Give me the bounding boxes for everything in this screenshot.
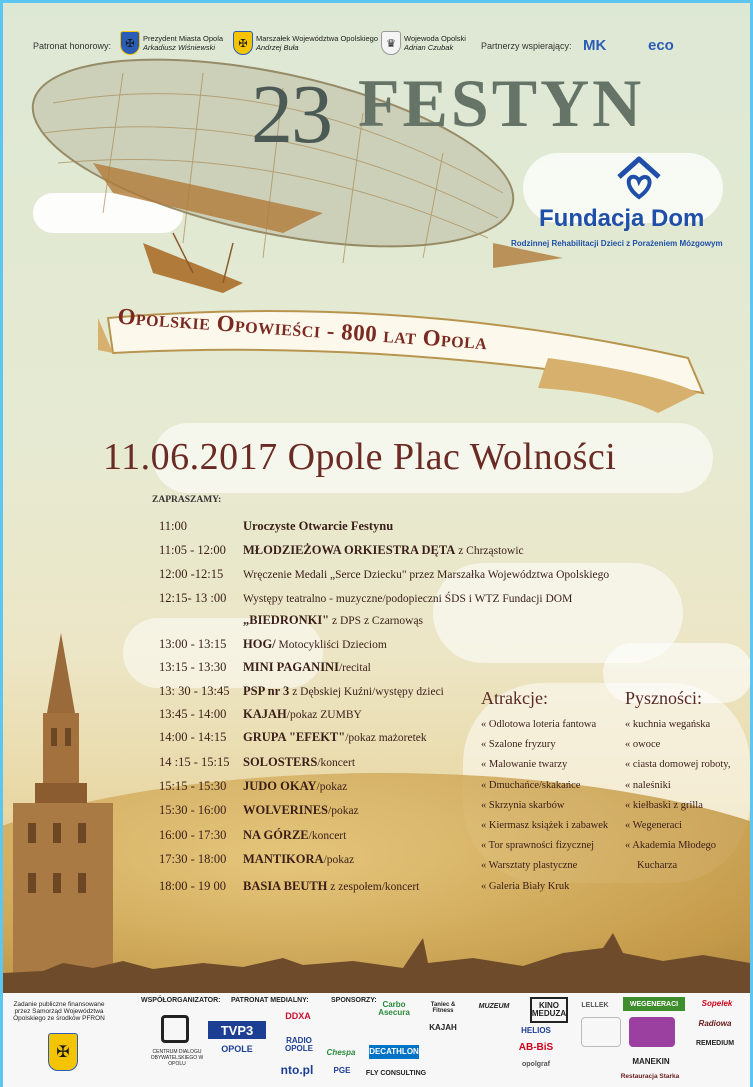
- schedule-detail: z zespołem/koncert: [327, 881, 420, 893]
- opole-coat-of-arms-icon: ✠: [120, 31, 140, 55]
- sponsor-logo: MUZEUM: [478, 1002, 510, 1010]
- sponsor-logo: Chespa: [326, 1048, 356, 1057]
- sponsor-logo: PGE: [333, 1066, 351, 1075]
- list-item: « kiełbaski z grilla: [625, 799, 703, 811]
- media-logo-tvp3: TVP3: [208, 1021, 266, 1039]
- sponsor-logo: Sopelek: [701, 999, 733, 1008]
- sponsor-logo: AB-BiS: [518, 1042, 554, 1053]
- schedule-row: [159, 852, 354, 867]
- sponsor-logo: Carbo Asecura: [378, 1000, 410, 1017]
- patron-title: Wojewoda Opolski: [404, 34, 466, 43]
- list-item: « kuchnia wegańska: [625, 719, 711, 730]
- schedule-detail: /recital: [338, 662, 371, 674]
- foundation-subtitle: Rodzinnej Rehabilitacji Dzieci z Porażeniem Mózgowym: [511, 239, 723, 248]
- schedule-time: 11:00: [159, 519, 188, 533]
- schedule-row: [159, 684, 444, 699]
- schedule-detail: z DPS z Czarnowąs: [329, 615, 424, 627]
- patronage-bar: [3, 31, 750, 61]
- schedule-performer: SOLOSTERS: [243, 755, 318, 769]
- sponsor-logo: FLY CONSULTING: [365, 1069, 427, 1077]
- schedule-performer: MANTIKORA: [243, 852, 324, 866]
- delicacies-list: [625, 719, 730, 881]
- media-logo-opole: OPOLE: [221, 1043, 253, 1054]
- list-item: « Wegeneraci: [625, 819, 682, 831]
- schedule-performer: KAJAH: [243, 707, 287, 721]
- schedule-time: 15:15 - 15:30: [159, 779, 227, 793]
- schedule-performer: WOLVERINES: [243, 803, 328, 817]
- patron-name: Andrzej Buła: [256, 43, 299, 52]
- schedule-time: 16:00 - 17:30: [159, 828, 227, 842]
- schedule-detail: /koncert: [317, 757, 356, 769]
- list-item: « Odlotowa loteria fantowa: [481, 719, 597, 730]
- patronage-label: Patronat honorowy:: [33, 41, 112, 51]
- eagle-emblem-icon: ♛: [381, 31, 401, 55]
- schedule-detail: Wręczenie Medali „Serce Dziecku" przez Marszałka Województwa Opolskiego: [243, 569, 610, 581]
- media-logo-nto: nto.pl: [280, 1063, 314, 1077]
- sponsor-strip: [3, 993, 750, 1087]
- schedule-performer: NA GÓRZE: [243, 828, 309, 842]
- schedule-time: 12:00 -12:15: [159, 567, 224, 581]
- speech-bubble-icon: [161, 1015, 189, 1043]
- coorganizer-name: CENTRUM DIALOGU OBYWATELSKIEGO W OPOLU: [150, 1049, 204, 1067]
- patron-mayor: [120, 31, 223, 55]
- schedule-detail: Motocykliści Dzieciom: [275, 639, 387, 651]
- attractions-list: [481, 719, 608, 901]
- list-item: « Skrzynia skarbów: [481, 799, 565, 811]
- schedule-performer: „BIEDRONKI": [243, 613, 330, 627]
- list-item: « naleśniki: [625, 779, 671, 791]
- list-item: « ciasta domowej roboty,: [625, 759, 731, 771]
- schedule-row: [159, 543, 524, 558]
- sponsor-logo: KAJAH: [429, 1023, 457, 1032]
- schedule-time: 13: 30 - 13:45: [159, 684, 230, 698]
- partner-logo-mk: MK: [583, 37, 607, 54]
- coorganizer-label: WSPÓŁORGANIZATOR:: [141, 997, 221, 1004]
- list-item: « Warsztaty plastyczne: [481, 860, 578, 872]
- sponsor-logo: WEGENERACI: [623, 997, 685, 1011]
- schedule-row: [159, 803, 359, 818]
- schedule-detail: z Chrząstowic: [455, 545, 524, 557]
- schedule-row: [159, 591, 572, 606]
- media-logo-ddxa: DDXA: [285, 1010, 311, 1021]
- schedule-row: [159, 519, 393, 534]
- sponsor-logo: Restauracja Starka: [620, 1072, 680, 1080]
- sponsor-logo: REMEDIUM: [695, 1039, 735, 1047]
- schedule-detail: /pokaz mażoretek: [345, 732, 427, 744]
- schedule-detail: Występy teatralno - muzyczne/podopieczni ŚDS i WTZ Fundacji DOM: [243, 593, 573, 605]
- list-item: « Akademia Młodego: [625, 840, 716, 852]
- event-date-place: 11.06.2017 Opole Plac Wolności: [103, 436, 617, 478]
- sponsor-logo: MANEKIN: [632, 1057, 670, 1066]
- sponsor-logo: HELIOS: [521, 1026, 551, 1035]
- schedule-row: [159, 707, 362, 722]
- schedule-detail: /pokaz: [328, 805, 359, 817]
- partners-label: Partnerzy wspierający:: [481, 41, 572, 51]
- patron-name: Arkadiusz Wiśniewski: [143, 43, 216, 52]
- schedule-performer: JUDO OKAY: [243, 779, 317, 793]
- schedule-performer: GRUPA "EFEKT": [243, 730, 346, 744]
- ribbon-title: Opolskie Opowieści - 800 lat Opola: [116, 303, 489, 355]
- town-silhouette: [3, 933, 750, 993]
- schedule-time: [159, 613, 243, 628]
- sponsor-logo: DECATHLON: [369, 1045, 419, 1059]
- sponsor-badge-icon: [581, 1017, 621, 1047]
- schedule-time: 13:00 - 13:15: [159, 637, 227, 651]
- schedule-row: [159, 613, 423, 628]
- sponsor-logo: Taniec & Fitness: [430, 1002, 456, 1014]
- media-label: PATRONAT MEDIALNY:: [231, 997, 309, 1004]
- akademia-logo-icon: [629, 1017, 675, 1047]
- patron-title: Prezydent Miasta Opola: [143, 34, 224, 43]
- schedule-detail: /pokaz: [323, 854, 355, 866]
- patron-title: Marszałek Województwa Opolskiego: [256, 34, 378, 43]
- schedule-time: 11:05 - 12:00: [159, 543, 226, 557]
- schedule-row: [159, 567, 609, 582]
- schedule-time: 12:15- 13 :00: [159, 591, 227, 605]
- schedule-performer: MINI PAGANINI: [243, 660, 339, 674]
- festival-number: 23: [251, 68, 331, 161]
- schedule-row: [159, 755, 355, 770]
- schedule-row: [159, 879, 419, 894]
- patron-marshal: [233, 31, 378, 55]
- schedule-time: 17:30 - 18:00: [159, 852, 227, 866]
- schedule-performer: Uroczyste Otwarcie Festynu: [243, 519, 394, 533]
- list-item: « Dmuchańce/skakańce: [481, 779, 581, 791]
- list-item: « Kiermasz książek i zabawek: [481, 819, 609, 831]
- schedule-time: 14:00 - 14:15: [159, 730, 227, 744]
- schedule-time: 18:00 - 19 00: [159, 879, 227, 893]
- list-item: Kucharza: [637, 860, 678, 872]
- house-heart-icon: [615, 155, 663, 203]
- funding-note: Zadanie publiczne finansowane przez Samorząd Województwa Opolskiego ze środków PFRON: [13, 1001, 105, 1022]
- schedule-performer: BASIA BEUTH: [243, 879, 328, 893]
- schedule-detail: /pokaz ZUMBY: [286, 709, 362, 721]
- schedule-row: [159, 660, 371, 675]
- schedule-row: [159, 779, 347, 794]
- opolskie-coat-of-arms-icon: ✠: [233, 31, 253, 55]
- sponsor-logo: LELLEK: [581, 1001, 609, 1009]
- partner-logo-eco: eco: [648, 37, 674, 54]
- schedule-time: 13:15 - 13:30: [159, 660, 227, 674]
- sponsor-logo: KINO MEDUZA: [530, 997, 568, 1023]
- schedule-row: [159, 637, 387, 652]
- schedule-time: 13:45 - 14:00: [159, 707, 227, 721]
- festival-word: FESTYN: [358, 65, 645, 141]
- list-item: « owoce: [625, 739, 661, 751]
- schedule-detail: /pokaz: [316, 781, 348, 793]
- schedule-performer: HOG/: [243, 637, 276, 651]
- list-item: « Malowanie twarzy: [481, 759, 568, 771]
- schedule-time: 15:30 - 16:00: [159, 803, 227, 817]
- schedule-row: [159, 828, 346, 843]
- media-logo-radio-opole: RADIO OPOLE: [284, 1036, 313, 1053]
- schedule-performer: MŁODZIEŻOWA ORKIESTRA DĘTA: [243, 543, 456, 557]
- invite-label: ZAPRASZAMY:: [152, 495, 222, 505]
- list-item: « Galeria Biały Kruk: [481, 880, 570, 892]
- sponsors-label: SPONSORZY:: [331, 997, 377, 1004]
- delicacies-heading: Pyszności:: [625, 688, 703, 708]
- attractions-heading: Atrakcje:: [481, 688, 548, 708]
- schedule-detail: /koncert: [308, 830, 347, 842]
- schedule-time: 14 :15 - 15:15: [159, 755, 230, 769]
- foundation-name: Fundacja Dom: [539, 205, 705, 232]
- sponsor-logo: opolgraf: [522, 1060, 550, 1068]
- opolskie-coat-of-arms-icon: ✠: [48, 1033, 78, 1071]
- schedule-performer: PSP nr 3: [243, 684, 290, 698]
- cloud: [123, 618, 323, 688]
- patron-name: Adrian Czubak: [404, 43, 454, 52]
- list-item: « Tor sprawności fizycznej: [481, 840, 595, 852]
- patron-voivode: [381, 31, 466, 55]
- list-item: « Szalone fryzury: [481, 739, 556, 751]
- schedule-row: [159, 730, 427, 745]
- schedule-detail: z Dębskiej Kuźni/występy dzieci: [289, 686, 444, 698]
- sponsor-logo: Radiowa: [698, 1019, 732, 1028]
